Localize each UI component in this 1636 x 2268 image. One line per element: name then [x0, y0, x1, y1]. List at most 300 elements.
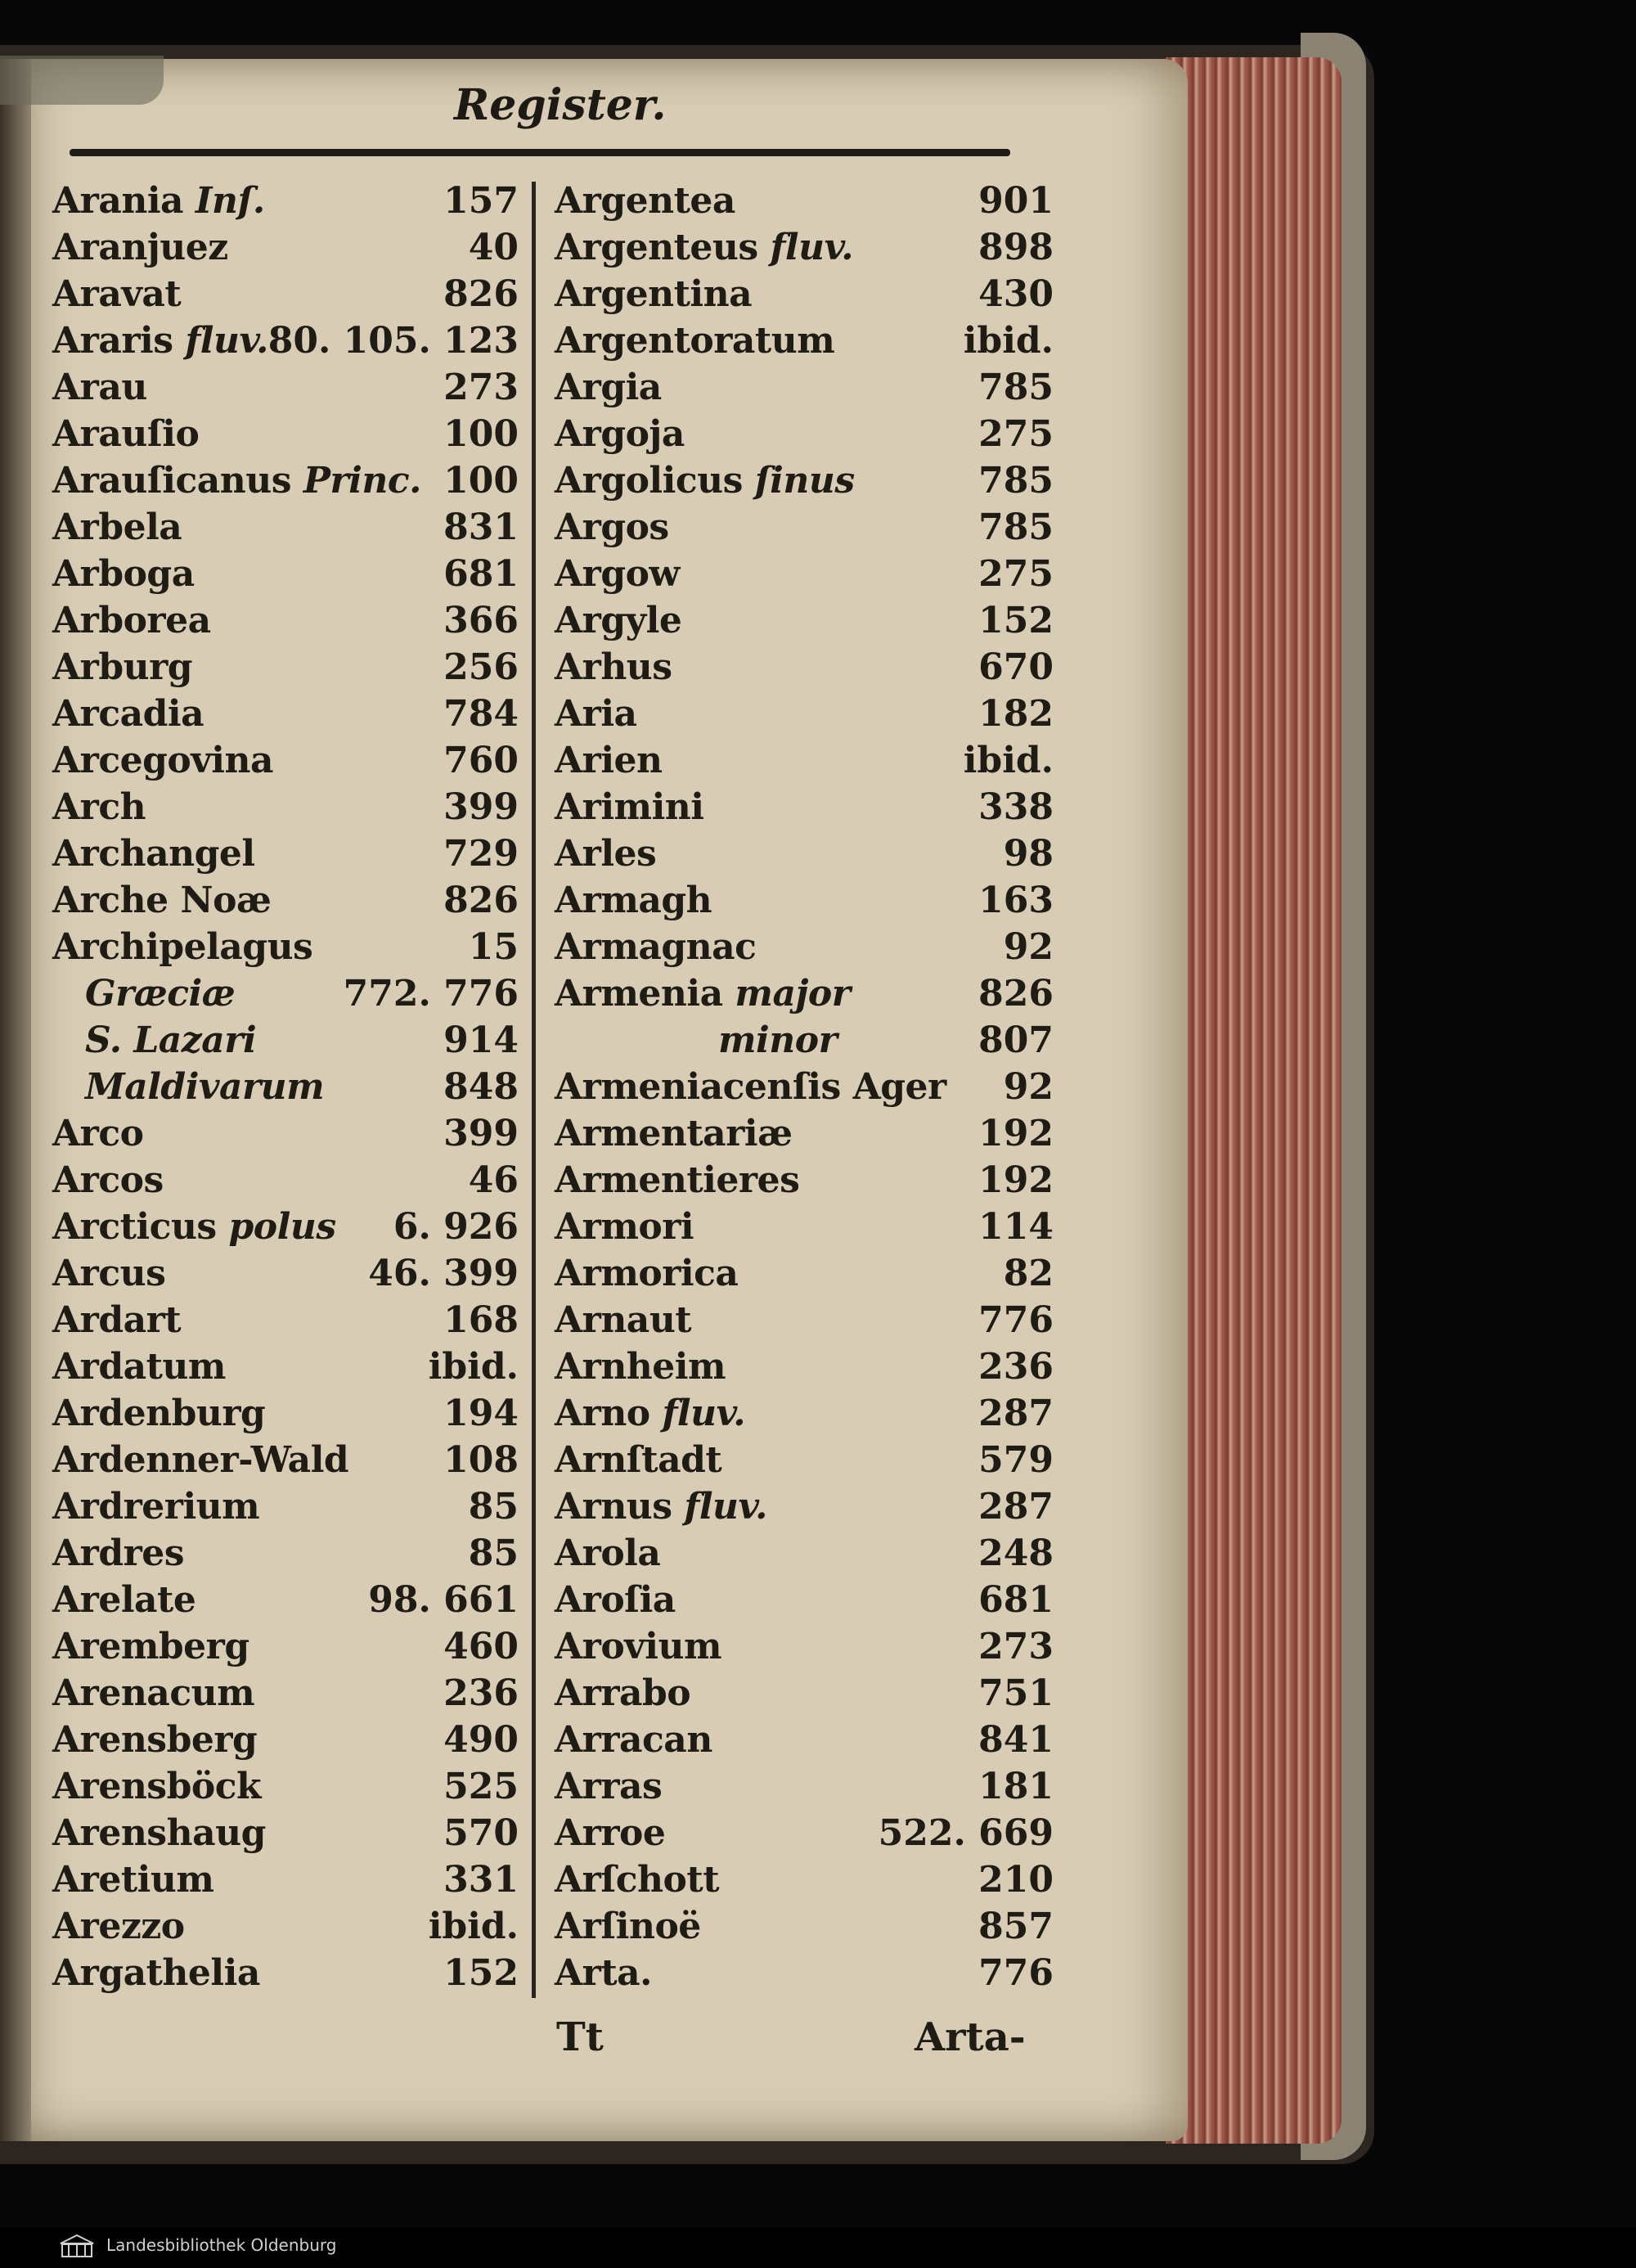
entry-page-number: 152	[978, 600, 1054, 641]
entry-page-number: 785	[978, 460, 1054, 502]
entry-page-number: 194	[443, 1393, 519, 1434]
entry-page-number: 729	[443, 833, 519, 875]
entry-page-number: 108	[443, 1439, 519, 1481]
entry-name	[555, 506, 669, 548]
entry-page-number: 80. 105. 123	[267, 320, 519, 362]
entry-term: Argentina	[555, 273, 753, 315]
index-entry	[555, 1906, 1054, 1952]
index-entry	[555, 1159, 1054, 1206]
entry-name	[555, 693, 637, 735]
entry-name	[555, 1159, 799, 1201]
entry-page-number: 82	[1003, 1253, 1054, 1294]
entry-page-number: 100	[443, 413, 519, 455]
index-entry	[555, 833, 1054, 880]
entry-qualifier: major	[735, 973, 851, 1015]
index-entry	[555, 367, 1054, 413]
index-entry	[555, 1113, 1054, 1159]
entry-name	[555, 1066, 946, 1108]
entry-term: Aroſia	[555, 1579, 676, 1621]
entry-name	[52, 1859, 213, 1901]
entry-term: Argoja	[555, 413, 685, 455]
entry-term: Arboga	[52, 553, 195, 595]
index-entry	[52, 1906, 519, 1952]
entry-page-number: ibid.	[428, 1346, 519, 1388]
index-entry	[52, 1579, 519, 1626]
index-entry	[52, 553, 519, 600]
entry-page-number: 85	[468, 1486, 519, 1528]
entry-qualifier: fluv.	[185, 320, 268, 362]
index-entry	[52, 460, 519, 506]
index-entry	[52, 1206, 519, 1253]
index-entry	[52, 1486, 519, 1532]
entry-page-number: 182	[978, 693, 1054, 735]
entry-name	[555, 1672, 690, 1714]
library-building-icon	[57, 2234, 97, 2260]
page-header: Register.	[454, 80, 667, 130]
index-entry	[555, 646, 1054, 693]
entry-name	[52, 506, 182, 548]
entry-qualifier: fluv.	[662, 1393, 746, 1434]
entry-page-number: 40	[468, 227, 519, 268]
entry-term: Ardart	[52, 1299, 182, 1341]
index-entry	[52, 1299, 519, 1346]
entry-term: Arauſicanus	[52, 460, 292, 502]
entry-page-number: 785	[978, 506, 1054, 548]
entry-page-number: 772. 776	[343, 973, 519, 1015]
entry-page-number: 15	[468, 926, 519, 968]
entry-term: Ardres	[52, 1532, 185, 1574]
index-entry	[52, 1532, 519, 1579]
index-entry	[52, 1439, 519, 1486]
entry-qualifier: fluv.	[684, 1486, 767, 1528]
entry-term: Ardrerium	[52, 1486, 260, 1528]
index-entry	[52, 1346, 519, 1393]
entry-name	[555, 973, 850, 1015]
entry-name	[52, 833, 255, 875]
entry-page-number: 287	[978, 1486, 1054, 1528]
index-entry	[52, 646, 519, 693]
entry-term: Armagh	[555, 880, 712, 921]
index-entry	[555, 1299, 1054, 1346]
index-entry	[555, 460, 1054, 506]
entry-name	[555, 786, 704, 828]
index-column-left	[52, 180, 519, 1999]
entry-page-number: ibid.	[428, 1906, 519, 1947]
entry-name	[52, 646, 192, 688]
entry-name	[52, 367, 147, 408]
entry-page-number: 46. 399	[368, 1253, 519, 1294]
entry-name	[52, 1719, 257, 1761]
entry-term: Argentoratum	[555, 320, 835, 362]
entry-qualifier: ſinus	[754, 460, 855, 502]
entry-term: Arovium	[555, 1626, 721, 1667]
index-entry	[555, 926, 1054, 973]
entry-term: Ardenner-Wald	[52, 1439, 349, 1481]
entry-term: Arras	[555, 1766, 663, 1807]
entry-name	[555, 460, 855, 502]
index-entry	[555, 693, 1054, 740]
entry-name	[52, 1439, 348, 1481]
entry-page-number: 522. 669	[878, 1812, 1054, 1854]
index-entry	[52, 1066, 519, 1113]
entry-page-number: 807	[978, 1019, 1054, 1061]
entry-page-number: 831	[443, 506, 519, 548]
index-entry	[555, 180, 1054, 227]
entry-qualifier: S. Lazari	[85, 1019, 257, 1061]
entry-page-number: ibid.	[963, 320, 1054, 362]
entry-term: Arelate	[52, 1579, 196, 1621]
entry-page-number: 399	[443, 1113, 519, 1154]
entry-name	[52, 227, 228, 268]
entry-name	[555, 320, 834, 362]
entry-page-number: 236	[443, 1672, 519, 1714]
entry-name	[52, 1626, 249, 1667]
entry-page-number: 579	[978, 1439, 1054, 1481]
signature-mark: Tt	[556, 2014, 604, 2060]
index-entry	[555, 1719, 1054, 1766]
entry-name	[555, 1299, 691, 1341]
index-entry	[555, 880, 1054, 926]
index-entry	[555, 600, 1054, 646]
entry-name	[555, 1439, 721, 1481]
library-name: Landesbibliothek Oldenburg	[106, 2235, 337, 2255]
entry-name	[555, 600, 681, 641]
entry-page-number: 275	[978, 413, 1054, 455]
entry-name	[52, 1579, 196, 1621]
entry-term: Arezzo	[52, 1906, 185, 1947]
entry-term: Aravat	[52, 273, 182, 315]
entry-name	[555, 553, 680, 595]
entry-page-number: 848	[443, 1066, 519, 1108]
binding-gutter	[0, 59, 31, 2141]
entry-term: Arſinoë	[555, 1906, 701, 1947]
entry-page-number: 248	[978, 1532, 1054, 1574]
entry-term: Arbela	[52, 506, 182, 548]
index-column-right	[555, 180, 1054, 1999]
entry-page-number: 181	[978, 1766, 1054, 1807]
entry-term: Arola	[555, 1532, 661, 1574]
entry-page-number: 114	[978, 1206, 1054, 1248]
entry-page-number: 273	[443, 367, 519, 408]
entry-page-number: 490	[443, 1719, 519, 1761]
entry-term: Ardatum	[52, 1346, 226, 1388]
index-entry	[52, 1626, 519, 1672]
index-entry	[52, 1952, 519, 1999]
entry-page-number: 898	[978, 227, 1054, 268]
entry-qualifier: minor	[718, 1019, 838, 1061]
index-entry	[52, 273, 519, 320]
entry-term: Arau	[52, 367, 147, 408]
entry-name	[52, 1906, 185, 1947]
entry-name	[52, 1346, 226, 1388]
entry-page-number: 85	[468, 1532, 519, 1574]
entry-name	[52, 1393, 265, 1434]
entry-name	[52, 1766, 261, 1807]
entry-page-number: 192	[978, 1159, 1054, 1201]
entry-page-number: 287	[978, 1393, 1054, 1434]
index-entry	[555, 1626, 1054, 1672]
entry-page-number: 841	[978, 1719, 1054, 1761]
entry-page-number: 98	[1003, 833, 1054, 875]
index-entry	[52, 320, 519, 367]
entry-name	[555, 1579, 676, 1621]
entry-page-number: 256	[443, 646, 519, 688]
entry-name	[52, 320, 268, 362]
entry-name	[52, 1672, 254, 1714]
previous-page-corner	[0, 56, 164, 105]
entry-page-number: 681	[443, 553, 519, 595]
entry-name	[52, 880, 271, 921]
index-entry	[52, 367, 519, 413]
entry-page-number: 570	[443, 1812, 519, 1854]
index-entry	[555, 227, 1054, 273]
entry-page-number: 157	[443, 180, 519, 222]
index-entry	[555, 1206, 1054, 1253]
index-entry	[555, 1346, 1054, 1393]
catchword: Arta-	[915, 2014, 1026, 2060]
entry-name	[52, 1159, 164, 1201]
entry-term: Archipelagus	[52, 926, 313, 968]
index-entry	[52, 1113, 519, 1159]
entry-page-number: 681	[978, 1579, 1054, 1621]
entry-name	[52, 413, 199, 455]
index-entry	[52, 180, 519, 227]
entry-term: Arracan	[555, 1719, 712, 1761]
entry-term: Araris	[52, 320, 173, 362]
index-entry	[52, 227, 519, 273]
index-entry	[555, 1812, 1054, 1859]
entry-page-number: 784	[443, 693, 519, 735]
index-entry	[555, 1766, 1054, 1812]
index-entry	[555, 1859, 1054, 1906]
entry-name	[52, 1253, 165, 1294]
entry-qualifier: Princ.	[303, 460, 421, 502]
entry-name	[555, 1719, 712, 1761]
entry-qualifier: Inſ.	[195, 180, 265, 222]
index-entry	[52, 1672, 519, 1719]
entry-term: Arenacum	[52, 1672, 255, 1714]
entry-page-number: 273	[978, 1626, 1054, 1667]
entry-page-number: 100	[443, 460, 519, 502]
entry-page-number: 460	[443, 1626, 519, 1667]
entry-term: Argow	[555, 553, 680, 595]
entry-name	[52, 180, 265, 222]
entry-page-number: 826	[978, 973, 1054, 1015]
entry-page-number: 670	[978, 646, 1054, 688]
index-entry	[555, 1672, 1054, 1719]
entry-page-number: 826	[443, 880, 519, 921]
entry-name	[52, 600, 211, 641]
entry-name	[555, 1532, 660, 1574]
index-entry	[555, 786, 1054, 833]
entry-name	[555, 1952, 652, 1994]
entry-page-number: 92	[1003, 1066, 1054, 1108]
index-entry	[52, 973, 519, 1019]
entry-term: Arien	[555, 740, 663, 781]
entry-name	[52, 926, 312, 968]
entry-page-number: 901	[978, 180, 1054, 222]
entry-name	[52, 740, 273, 781]
entry-name	[718, 1019, 837, 1061]
entry-page-number: 399	[443, 786, 519, 828]
index-entry	[555, 1019, 1054, 1066]
entry-name	[52, 1113, 143, 1154]
entry-term: Arno	[555, 1393, 650, 1434]
entry-term: Armorica	[555, 1253, 739, 1294]
entry-term: Argos	[555, 506, 669, 548]
index-entry	[52, 1253, 519, 1299]
entry-page-number: 163	[978, 880, 1054, 921]
entry-term: Armori	[555, 1206, 694, 1248]
entry-page-number: 430	[978, 273, 1054, 315]
entry-term: Arensberg	[52, 1719, 258, 1761]
entry-name	[52, 693, 204, 735]
entry-name	[555, 1206, 694, 1248]
entry-name	[52, 1532, 184, 1574]
entry-page-number: 826	[443, 273, 519, 315]
entry-term: Argenteus	[555, 227, 758, 268]
entry-name	[555, 1766, 662, 1807]
index-entry	[52, 1859, 519, 1906]
entry-term: Arnaut	[555, 1299, 692, 1341]
index-entry	[52, 926, 519, 973]
entry-name	[555, 1253, 738, 1294]
entry-name	[555, 740, 663, 781]
index-entry	[52, 1766, 519, 1812]
index-entry	[555, 553, 1054, 600]
entry-name	[555, 1626, 721, 1667]
index-entry	[52, 1019, 519, 1066]
entry-name	[555, 1113, 793, 1154]
entry-name	[555, 273, 752, 315]
entry-term: Aremberg	[52, 1626, 249, 1667]
entry-term: Arania	[52, 180, 184, 222]
index-entry	[555, 973, 1054, 1019]
entry-term: Arnheim	[555, 1346, 726, 1388]
entry-term: Armentariæ	[555, 1113, 793, 1154]
entry-term: Arcticus	[52, 1206, 217, 1248]
index-entry	[52, 413, 519, 460]
entry-name	[52, 1812, 266, 1854]
index-entry	[52, 786, 519, 833]
entry-page-number: 331	[443, 1859, 519, 1901]
entry-term: Arrabo	[555, 1672, 691, 1714]
index-entry	[555, 413, 1054, 460]
index-entry	[555, 1439, 1054, 1486]
entry-term: Aranjuez	[52, 227, 228, 268]
entry-page-number: 366	[443, 600, 519, 641]
entry-page-number: 914	[443, 1019, 519, 1061]
entry-term: Arborea	[52, 600, 211, 641]
entry-name	[555, 413, 685, 455]
entry-term: Arnus	[555, 1486, 672, 1528]
entry-term: Argolicus	[555, 460, 743, 502]
entry-term: Aretium	[52, 1859, 214, 1901]
entry-term: Arcadia	[52, 693, 204, 735]
index-entry	[555, 740, 1054, 786]
entry-name	[52, 1299, 181, 1341]
entry-name	[555, 367, 662, 408]
entry-name	[555, 227, 853, 268]
index-entry	[52, 1719, 519, 1766]
index-entry	[52, 600, 519, 646]
entry-page-number: 210	[978, 1859, 1054, 1901]
entry-term: Arnſtadt	[555, 1439, 722, 1481]
entry-term: Arimini	[555, 786, 704, 828]
entry-name	[555, 1393, 745, 1434]
entry-term: Armentieres	[555, 1159, 800, 1201]
entry-term: Argentea	[555, 180, 735, 222]
index-entry	[555, 1253, 1054, 1299]
index-entry	[52, 1393, 519, 1439]
entry-term: Argathelia	[52, 1952, 260, 1994]
entry-name	[52, 273, 181, 315]
entry-page-number: 776	[978, 1299, 1054, 1341]
index-entry	[555, 1486, 1054, 1532]
entry-page-number: 46	[468, 1159, 519, 1201]
index-entry	[555, 506, 1054, 553]
entry-term: Archangel	[52, 833, 255, 875]
entry-page-number: 760	[443, 740, 519, 781]
entry-page-number: 92	[1003, 926, 1054, 968]
entry-name	[85, 1019, 256, 1061]
entry-term: Armeniacenſis Ager	[555, 1066, 946, 1108]
entry-term: Argyle	[555, 600, 682, 641]
entry-name	[555, 926, 756, 968]
index-entry	[555, 273, 1054, 320]
entry-name	[555, 1906, 701, 1947]
entry-name	[555, 1812, 665, 1854]
entry-term: Arcus	[52, 1253, 166, 1294]
index-entry	[555, 1579, 1054, 1626]
entry-name	[555, 1486, 767, 1528]
entry-name	[52, 1952, 260, 1994]
entry-term: Armagnac	[555, 926, 757, 968]
entry-page-number: 525	[443, 1766, 519, 1807]
index-entry	[52, 506, 519, 553]
entry-name	[555, 180, 735, 222]
entry-page-number: 152	[443, 1952, 519, 1994]
entry-name	[52, 786, 146, 828]
entry-name	[52, 553, 195, 595]
entry-name	[555, 1859, 719, 1901]
footer-bar	[0, 2227, 1636, 2268]
entry-term: Arcos	[52, 1159, 164, 1201]
index-entry	[52, 740, 519, 786]
entry-page-number: 236	[978, 1346, 1054, 1388]
entry-term: Arco	[52, 1113, 144, 1154]
entry-name	[555, 646, 672, 688]
entry-name	[85, 973, 235, 1015]
entry-page-number: 275	[978, 553, 1054, 595]
index-entry	[555, 1952, 1054, 1999]
entry-name	[555, 833, 656, 875]
entry-name	[555, 1346, 726, 1388]
entry-term: Arburg	[52, 646, 193, 688]
entry-term: Armenia	[555, 973, 723, 1015]
entry-term: Arcegovina	[52, 740, 273, 781]
entry-term: Arch	[52, 786, 146, 828]
entry-term: Arauſio	[52, 413, 200, 455]
entry-page-number: 857	[978, 1906, 1054, 1947]
index-entry	[555, 1532, 1054, 1579]
entry-page-number: 192	[978, 1113, 1054, 1154]
header-rule	[70, 149, 1010, 156]
entry-term: Ardenburg	[52, 1393, 266, 1434]
entry-page-number: 6. 926	[393, 1206, 519, 1248]
entry-term: Arſchott	[555, 1859, 720, 1901]
entry-page-number: 776	[978, 1952, 1054, 1994]
